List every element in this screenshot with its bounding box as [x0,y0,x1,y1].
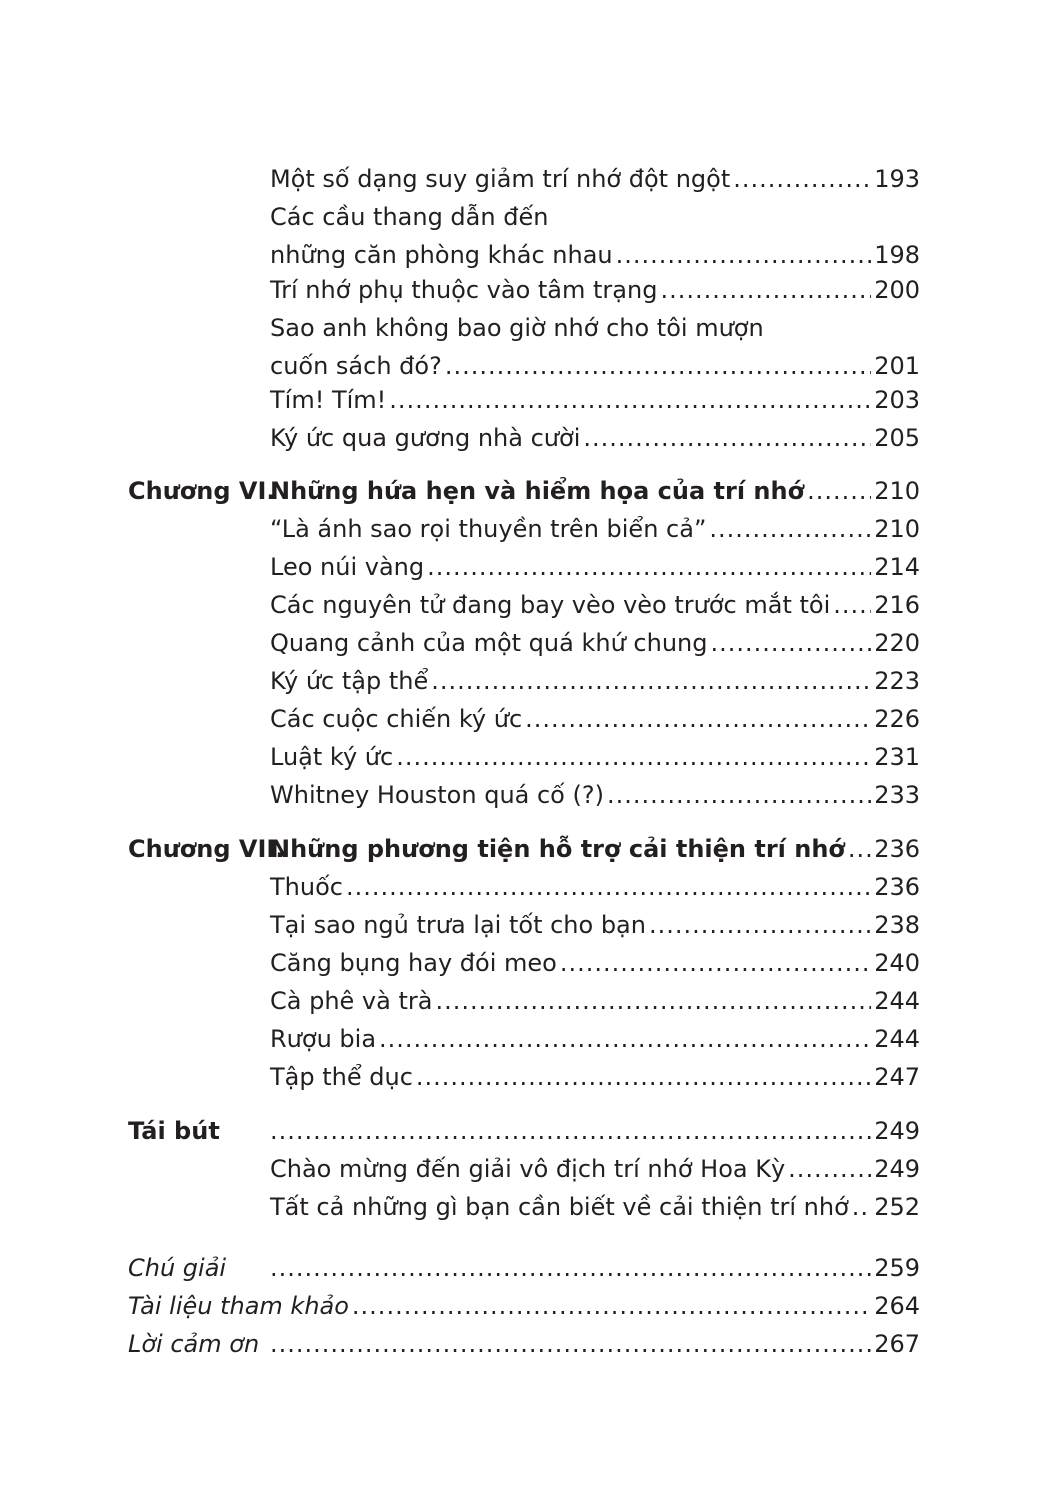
dot-leader [431,662,871,700]
dot-leader [833,586,871,624]
dot-leader [583,419,871,457]
dot-leader [346,868,871,906]
toc-entry[interactable] [0,906,1050,944]
dot-leader [709,510,871,548]
toc-entry-title: Các nguyên tử đang bay vèo vèo trước mắt tôi [270,591,831,619]
dot-leader [270,1249,871,1287]
dot-leader [616,236,872,274]
toc-entry[interactable] [0,1058,1050,1096]
toc-entry-title-line1: Các cầu thang dẫn đến [270,203,549,231]
toc-backmatter-entry[interactable] [0,1325,1050,1363]
toc-entry-title: Chào mừng đến giải vô địch trí nhớ Hoa Kỳ [270,1155,786,1183]
toc-page-number: 226 [874,705,920,733]
toc-page-number: 220 [874,629,920,657]
chapter-label: Chương VI. [128,477,276,505]
toc-page-number: 244 [874,1025,920,1053]
toc-page-number: 205 [874,424,920,452]
toc-entry[interactable] [0,271,1050,309]
dot-leader [852,1188,871,1226]
toc-page-number: 203 [874,386,920,414]
backmatter-label: Chú giải [128,1254,227,1282]
toc-entry[interactable] [0,198,1050,274]
dot-leader [379,1020,871,1058]
toc-entry-title: Ký ức tập thể [270,667,429,695]
toc-page-number: 264 [874,1292,920,1320]
toc-entry-title: Rượu bia [270,1025,377,1053]
toc-entry[interactable] [0,868,1050,906]
toc-page-number: 247 [874,1063,920,1091]
toc-backmatter-entry[interactable] [0,1287,1050,1325]
toc-entry[interactable] [0,776,1050,814]
toc-entry-title: Tất cả những gì bạn cần biết về cải thiện trí nhớ [270,1193,849,1221]
toc-entry-title: Những phương tiện hỗ trợ cải thiện trí nhớ [270,835,845,863]
toc-entry[interactable] [0,1150,1050,1188]
dot-leader [427,548,871,586]
dot-leader [396,738,871,776]
toc-page-number: 236 [874,873,920,901]
toc-entry[interactable] [0,586,1050,624]
toc-page-number: 240 [874,949,920,977]
toc-entry[interactable] [0,381,1050,419]
toc-page-number: 223 [874,667,920,695]
toc-page-number: 214 [874,553,920,581]
dot-leader [660,271,871,309]
dot-leader [649,906,871,944]
toc-page-number: 267 [874,1330,920,1358]
toc-page-number: 198 [874,241,920,269]
toc-entry-title-line1: Sao anh không bao giờ nhớ cho tôi mượn [270,314,764,342]
toc-page-number: 236 [874,835,920,863]
dot-leader [270,1325,871,1363]
dot-leader [352,1287,871,1325]
dot-leader [607,776,871,814]
dot-leader [788,1150,871,1188]
toc-entry-title: Các cuộc chiến ký ức [270,705,523,733]
dot-leader [416,1058,871,1096]
toc-page-number: 193 [874,165,920,193]
toc-entry[interactable] [0,624,1050,662]
backmatter-label: Lời cảm ơn [128,1330,260,1358]
toc-entry[interactable] [0,738,1050,776]
toc-entry[interactable] [0,548,1050,586]
toc-entry-title: những căn phòng khác nhau [270,241,613,269]
toc-page-number: 216 [874,591,920,619]
chapter-label: Chương VII. [128,835,285,863]
toc-page-number: 210 [874,515,920,543]
toc-entry[interactable] [0,982,1050,1020]
toc-backmatter-entry[interactable] [0,1249,1050,1287]
toc-page-number: 233 [874,781,920,809]
toc-entry-title: “Là ánh sao rọi thuyền trên biển cả” [270,515,707,543]
dot-leader [435,982,871,1020]
toc-entry-title: Tập thể dục [270,1063,413,1091]
toc-section-entry[interactable] [0,1112,1050,1150]
toc-entry[interactable] [0,309,1050,385]
toc-page-number: 252 [874,1193,920,1221]
toc-entry-title: Whitney Houston quá cố (?) [270,781,604,809]
toc-entry[interactable] [0,419,1050,457]
dot-leader [389,381,871,419]
toc-entry[interactable] [0,944,1050,982]
toc-entry[interactable] [0,1188,1050,1226]
toc-page-number: 238 [874,911,920,939]
dot-leader [733,160,871,198]
toc-entry-title: Quang cảnh của một quá khứ chung [270,629,708,657]
toc-entry-title: Ký ức qua gương nhà cười [270,424,581,452]
dot-leader [445,347,871,385]
toc-entry-title: cuốn sách đó? [270,352,442,380]
toc-page-number: 259 [874,1254,920,1282]
toc-page-number: 244 [874,987,920,1015]
dot-leader [270,1112,871,1150]
toc-entry[interactable] [0,160,1050,198]
dot-leader [560,944,871,982]
dot-leader [807,472,871,510]
toc-entry[interactable] [0,510,1050,548]
dot-leader [710,624,871,662]
toc-entry-title: Những hứa hẹn và hiểm họa của trí nhớ [270,477,805,505]
toc-page-number: 249 [874,1117,920,1145]
toc-page-number: 200 [874,276,920,304]
section-label: Tái bút [128,1117,220,1145]
dot-leader [848,830,871,868]
toc-entry-title: Leo núi vàng [270,553,425,581]
toc-entry-title: Thuốc [270,873,343,901]
toc-entry-title: Trí nhớ phụ thuộc vào tâm trạng [270,276,658,304]
toc-entry-title: Luật ký ức [270,743,394,771]
toc-entry-title: Tài liệu tham khảo [128,1292,349,1320]
dot-leader [525,700,871,738]
toc-entry-title: Cà phê và trà [270,987,433,1015]
toc-page-number: 201 [874,352,920,380]
toc-entry[interactable] [0,1020,1050,1058]
toc-page-number: 249 [874,1155,920,1183]
toc-page-number: 231 [874,743,920,771]
toc-entry-title: Căng bụng hay đói meo [270,949,557,977]
toc-entry-title: Tại sao ngủ trưa lại tốt cho bạn [270,911,646,939]
toc-entry[interactable] [0,700,1050,738]
toc-chapter-entry[interactable] [0,472,1050,510]
toc-entry[interactable] [0,662,1050,700]
toc-page-number: 210 [874,477,920,505]
toc-chapter-entry[interactable] [0,830,1050,868]
toc-entry-title: Một số dạng suy giảm trí nhớ đột ngột [270,165,731,193]
toc-entry-title: Tím! Tím! [270,386,387,414]
